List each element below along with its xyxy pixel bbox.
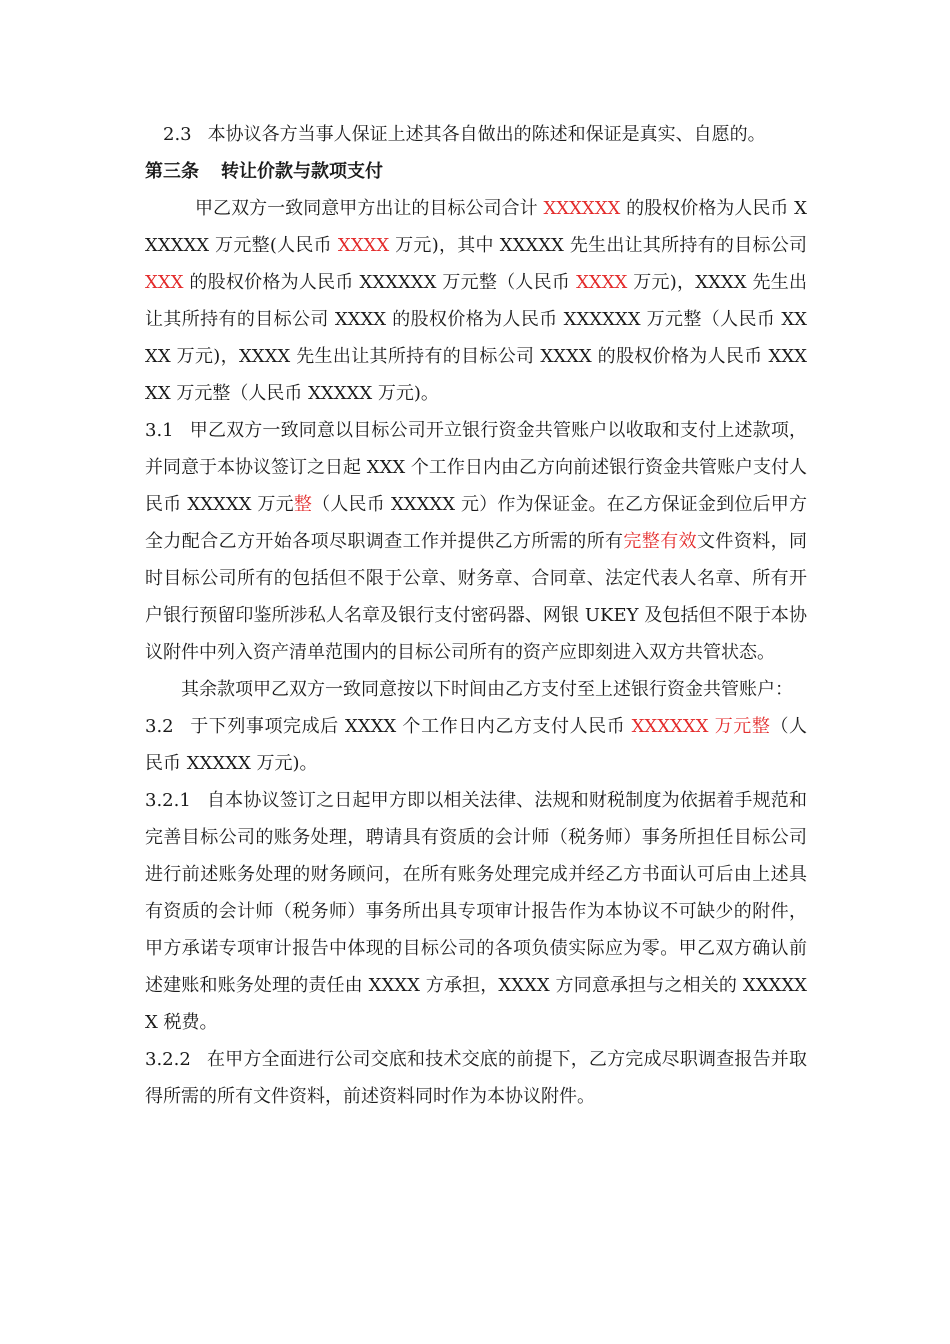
clause-3-1 (145, 412, 807, 671)
remaining-payment-paragraph (145, 671, 807, 708)
text-run: 的股权价格为人民币 XXXXXX 万元整(人民币 (145, 198, 807, 256)
text-run: （人民币 XXXXX 元）作为保证金。在乙方保证金到位后甲方全力配合乙方开始各项尽职调查工作并提供乙方所需的所有 (145, 494, 808, 552)
highlight-text: XXXX (337, 235, 390, 256)
highlight-text: XXXX (576, 272, 628, 293)
clause-text: 本协议各方当事人保证上述其各自做出的陈述和保证是真实、自愿的。 (207, 124, 766, 145)
text-run: 在甲方全面进行公司交底和技术交底的前提下，乙方完成尽职调查报告并取得所需的所有文件资料，前述资料同时作为本协议附件。 (145, 1049, 807, 1107)
highlight-text: XXXXXX (543, 198, 621, 219)
clause-3-2-1 (145, 782, 807, 1041)
text-run: 万元)，XXXX 先生出让其所持有的目标公司 XXXX 的股权价格为人民币 XXXXXX 万元整（人民币 XXXX 万元)，XXXX 先生出让其所持有的目标公司 XXXX 的股权价格为人民币 XXXXX 万元整（人民币 XXXXX 万元)。 (145, 272, 807, 404)
clause-3-2 (145, 708, 807, 782)
text-run: 于下列事项完成后 XXXX 个工作日内乙方支付人民币 (189, 716, 632, 737)
clause-2-3 (145, 116, 807, 153)
highlight-text: XXXXXX 万元整 (631, 716, 771, 737)
text-run: （人民币 XXXXX 万元)。 (145, 716, 808, 774)
clause-number: 2.3 (163, 124, 192, 145)
text-run: 的股权价格为人民币 XXXXXX 万元整（人民币 (183, 272, 577, 293)
text-run: 文件资料，同时目标公司所有的包括但不限于公章、财务章、合同章、法定代表人名章、所有开户银行预留印鉴所涉私人名章及银行支付密码器、网银 UKEY 及包括但不限于本协议附件中列入资产清单范围内的目标公司所有的资产应即刻进入双方共管状态。 (145, 531, 808, 663)
article-title: 转让价款与款项支付 (221, 161, 383, 182)
article-label: 第三条 (145, 161, 199, 182)
article-3-heading (145, 153, 807, 190)
article-3-intro (145, 190, 807, 412)
clause-number: 3.2 (145, 716, 174, 737)
text-run: 其余款项甲乙双方一致同意按以下时间由乙方支付至上述银行资金共管账户： (181, 679, 793, 700)
clause-number: 3.1 (145, 420, 174, 441)
text-run: 甲乙双方一致同意以目标公司开立银行资金共管账户以收取和支付上述款项，并同意于本协议签订之日起 XXX 个工作日内由乙方向前述银行资金共管账户支付人民币 XXXXX 万元 (145, 420, 807, 515)
text-run: 自本协议签订之日起甲方即以相关法律、法规和财税制度为依据着手规范和完善目标公司的账务处理，聘请具有资质的会计师（税务师）事务所担任目标公司进行前述账务处理的财务顾问，在所有账务处理完成并经乙方书面认可后由上述具有资质的会计师（税务师）事务所出具专项审计报告作为本协议不可缺少的附件，甲方承诺专项审计报告中体现的目标公司的各项负债实际应为零。甲乙双方确认前述建账和账务处理的责任由 XXXX 方承担，XXXX 方同意承担与之相关的 XXXXXX 税费。 (145, 790, 807, 1033)
text-run: 甲乙双方一致同意甲方出让的目标公司合计 (195, 198, 544, 219)
text-run: 万元)，其中 XXXXX 先生出让其所持有的目标公司 (389, 235, 807, 256)
highlight-text: XXX (145, 272, 184, 293)
clause-number: 3.2.1 (145, 790, 191, 811)
clause-number: 3.2.2 (145, 1049, 191, 1070)
highlight-text: 整 (293, 494, 313, 515)
clause-3-2-2 (145, 1041, 807, 1115)
highlight-text: 完整有效 (623, 531, 698, 552)
document-body (145, 116, 807, 1115)
